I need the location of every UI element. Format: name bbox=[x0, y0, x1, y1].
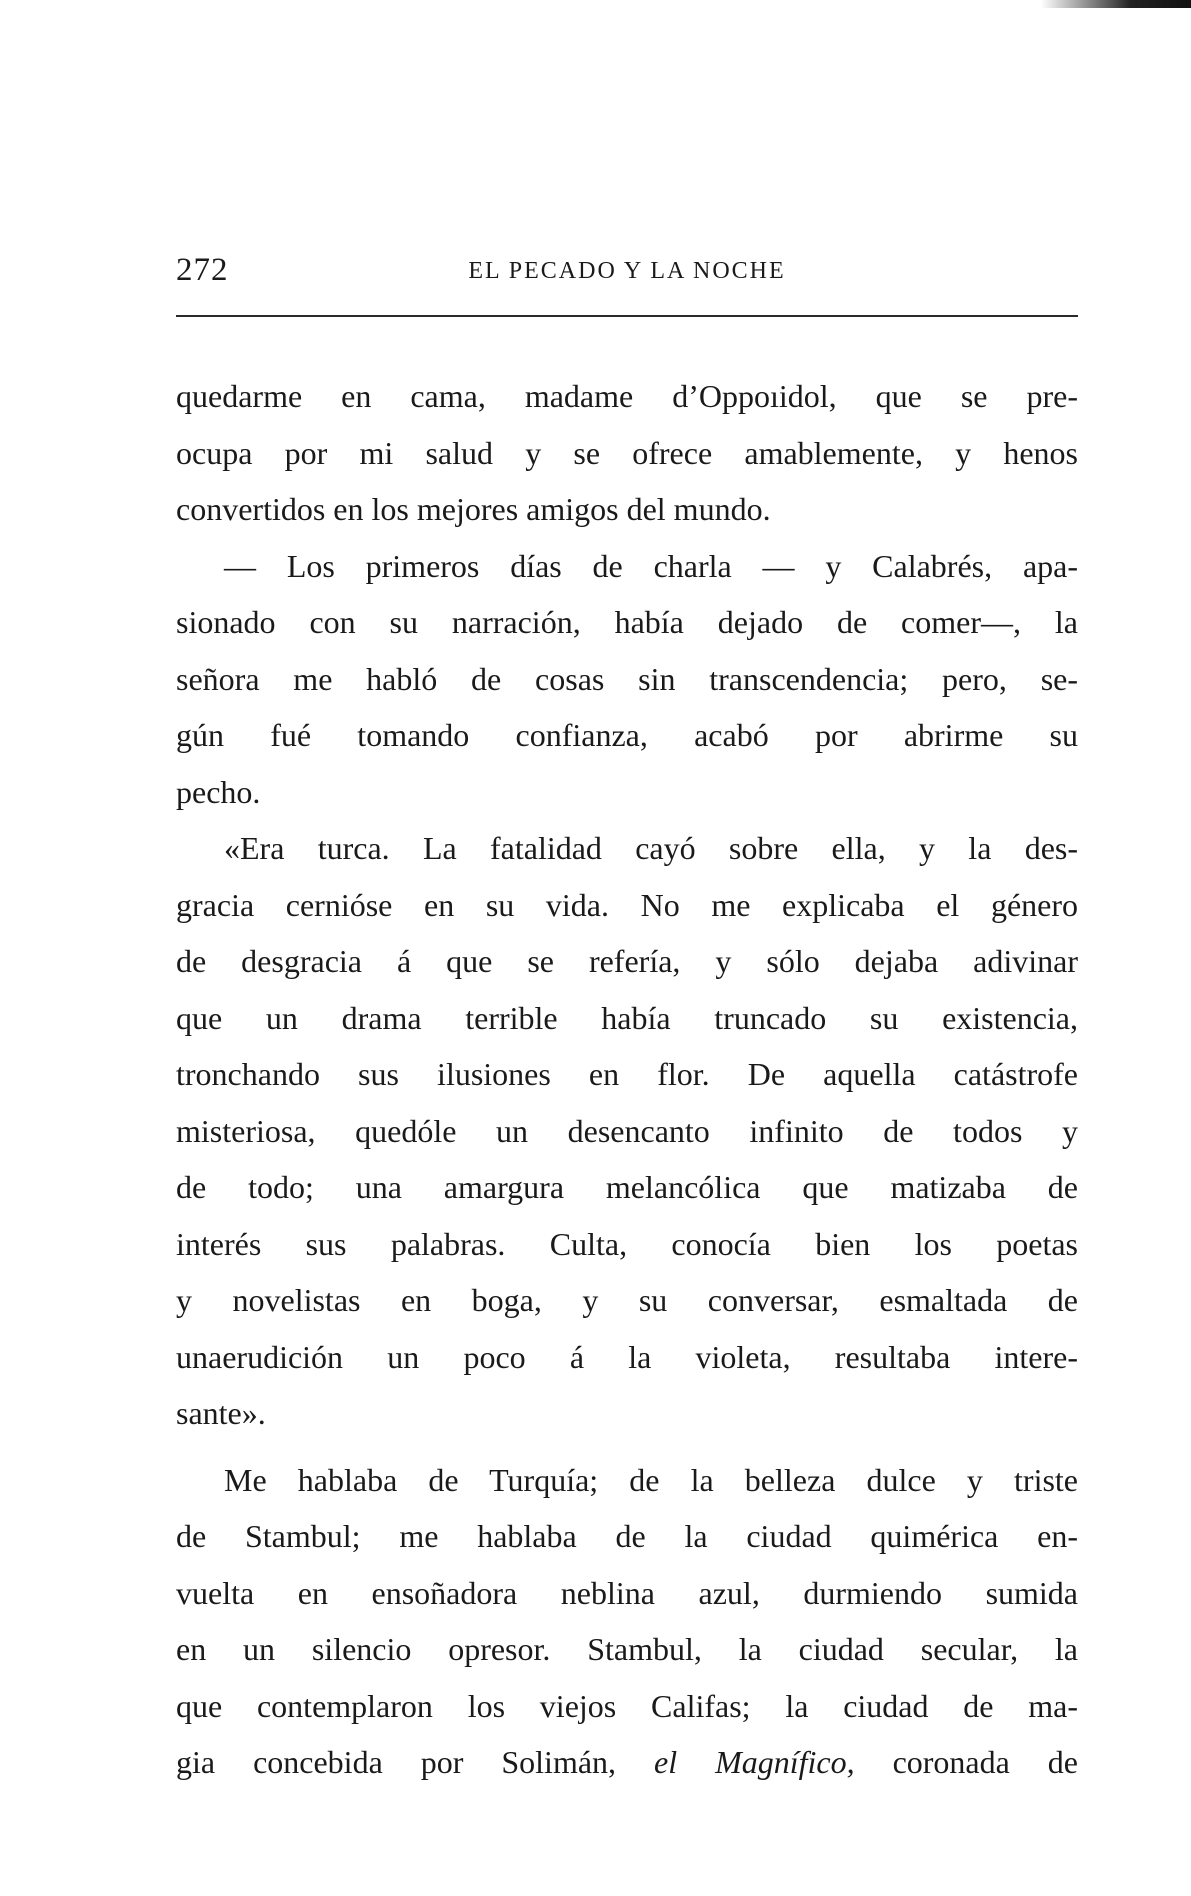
running-title: EL PECADO Y LA NOCHE bbox=[468, 258, 786, 284]
text-line: unaerudición un poco á la violeta, resultaba intere- bbox=[176, 1338, 1078, 1375]
text-line: convertidos en los mejores amigos del mundo. bbox=[176, 491, 771, 527]
text-line: señora me habló de cosas sin transcendencia; pero, se- bbox=[176, 660, 1078, 697]
text-line: y novelistas en boga, y su conversar, esmaltada de bbox=[176, 1282, 1078, 1318]
text-line: misteriosa, quedóle un desencanto infinito de todos y bbox=[176, 1112, 1078, 1149]
text-line: en un silencio opresor. Stambul, la ciudad secular, la bbox=[176, 1631, 1078, 1667]
text-line: de desgracia á que se refería, y sólo dejaba adivinar bbox=[176, 943, 1078, 979]
text-line: vuelta en ensoñadora neblina azul, durmiendo sumida bbox=[176, 1574, 1078, 1611]
text-segment: coronada de bbox=[892, 1744, 1078, 1780]
italic-epithet: el Magnífico, bbox=[654, 1744, 855, 1780]
text-line: sionado con su narración, había dejado de comer—, la bbox=[176, 604, 1078, 640]
scan-edge-mark bbox=[1041, 0, 1191, 8]
text-segment: gia concebida por Solimán, bbox=[176, 1744, 617, 1780]
text-line: interés sus palabras. Culta, conocía bien los poetas bbox=[176, 1225, 1078, 1262]
text-line: de Stambul; me hablaba de la ciudad quimérica en- bbox=[176, 1518, 1078, 1554]
header-rule bbox=[176, 315, 1078, 317]
text-line: gracia cernióse en su vida. No me explicaba el género bbox=[176, 886, 1078, 923]
text-line: Me hablaba de Turquía; de la belleza dulce y triste bbox=[224, 1461, 1078, 1498]
text-line: «Era turca. La fatalidad cayó sobre ella, y la des- bbox=[224, 830, 1078, 866]
text-line: sante». bbox=[176, 1395, 266, 1431]
text-line: quedarme en cama, madame d’Oppoıidol, que se pre- bbox=[176, 378, 1078, 414]
page-header bbox=[176, 252, 1078, 302]
paragraph-gap bbox=[176, 1442, 1078, 1452]
body-text bbox=[176, 368, 1078, 1791]
text-line: — Los primeros días de charla — y Calabrés, apa- bbox=[224, 547, 1078, 584]
text-line: que un drama terrible había truncado su existencia, bbox=[176, 999, 1078, 1036]
text-line-mixed bbox=[176, 1734, 1078, 1791]
text-line: que contemplaron los viejos Califas; la ciudad de ma- bbox=[176, 1687, 1078, 1724]
text-line: ocupa por mi salud y se ofrece amablemente, y henos bbox=[176, 434, 1078, 471]
text-line: pecho. bbox=[176, 773, 261, 810]
text-line: de todo; una amargura melancólica que matizaba de bbox=[176, 1169, 1078, 1205]
text-line: tronchando sus ilusiones en flor. De aquella catástrofe bbox=[176, 1056, 1078, 1092]
page-number: 272 bbox=[176, 252, 229, 288]
text-line: gún fué tomando confianza, acabó por abrirme su bbox=[176, 717, 1078, 753]
